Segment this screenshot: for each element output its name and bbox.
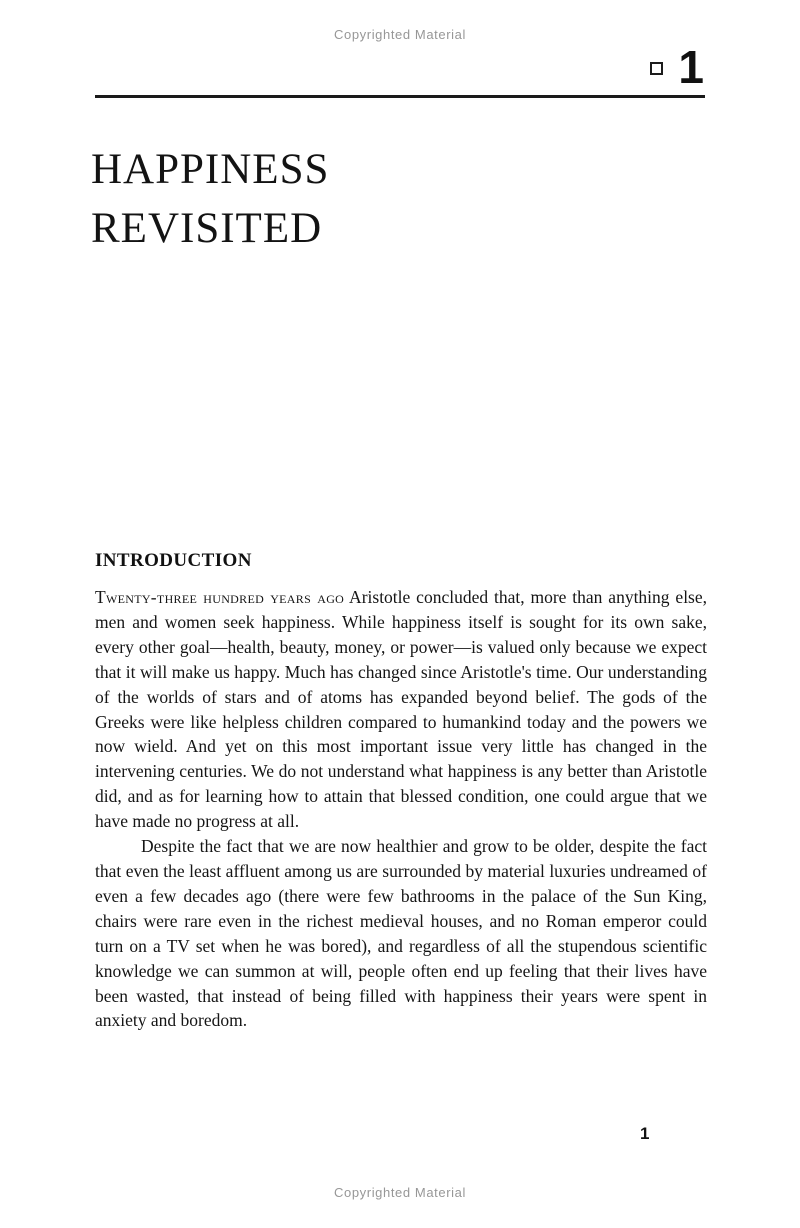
chapter-marker [650, 41, 704, 93]
body-text [95, 585, 707, 1033]
chapter-title-line1: HAPPINESS [91, 146, 330, 193]
chapter-number: 1 [678, 41, 704, 93]
paragraph-2-text: Despite the fact that we are now healthier and grow to be older, despite the fact that even the least affluent among us are surrounded by material luxuries undreamed of even a few decades ago (there were few bathrooms in the palace of the Sun King, chairs were rare even in the richest medieval houses, and no Roman emperor could turn on a TV set when he was bored), and regardless of all the stupendous scientific knowledge we can summon at will, people often end up feeling that their lives have been wasted, that instead of being filled with happiness their years were spent in anxiety and boredom. [95, 836, 707, 1031]
section-heading: INTRODUCTION [95, 550, 252, 571]
page-number: 1 [640, 1124, 650, 1143]
copyright-notice-top: Copyrighted Material [334, 27, 466, 42]
chapter-title-line2: REVISITED [91, 205, 323, 252]
paragraph-1 [95, 585, 707, 834]
paragraph-2 [95, 834, 707, 1033]
paragraph-1-text: Aristotle concluded that, more than anything else, men and women seek happiness. While happiness itself is sought for its own sake, every other goal—health, beauty, money, or power—is valued only because we expect that it will make us happy. Much has changed since Aristotle's time. Our understanding of the worlds of stars and of atoms has expanded beyond belief. The gods of the Greeks were like helpless children compared to humankind today and the powers we now wield. And yet on this most important issue very little has changed in the intervening centuries. We do not understand what happiness is any better than Aristotle did, and as for learning how to attain that blessed condition, one could argue that we have made no progress at all. [95, 587, 708, 832]
title-divider-rule [95, 95, 705, 98]
copyright-notice-bottom: Copyrighted Material [334, 1185, 466, 1200]
chapter-title [91, 140, 329, 258]
chapter-square-icon [650, 62, 663, 75]
paragraph-1-lead-smallcaps: Twenty-three hundred years ago [95, 587, 345, 607]
